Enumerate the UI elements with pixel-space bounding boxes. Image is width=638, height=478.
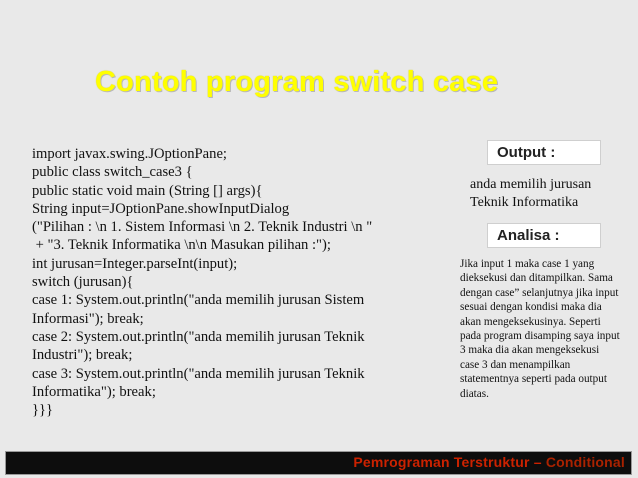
code-line: + "3. Teknik Informatika \n\n Masukan pilihan :"); <box>32 237 331 254</box>
code-line: ("Pilihan : \n 1. Sistem Informasi \n 2. Teknik Industri \n " <box>32 219 373 236</box>
output-text: anda memilih jurusan Teknik Informatika <box>470 177 592 210</box>
code-line: case 2: System.out.println("anda memilih jurusan Teknik <box>32 328 365 345</box>
output-label-box <box>487 140 601 165</box>
analysis-label-box <box>487 223 601 248</box>
code-line: case 3: System.out.println("anda memilih jurusan Teknik <box>32 365 365 382</box>
code-line: import javax.swing.JOptionPane; <box>32 146 227 162</box>
analysis-label: Analisa : <box>497 227 560 244</box>
analysis-text: Jika input 1 maka case 1 yang dieksekusi dan ditampilkan. Sama dengan case” selanjutnya jika input sesuai dengan kondisi maka dia akan mengeksekusinya. Seperti pada program disamping saya input 3 maka dia akan mengeksekusi case 3 dan menampilkan statementnya seperti pada output diatas. <box>460 258 620 400</box>
footer-text <box>353 454 625 470</box>
footer-separator: – <box>529 454 546 470</box>
code-line: public static void main (String [] args){ <box>32 182 263 199</box>
code-line: case 1: System.out.println("anda memilih jurusan Sistem <box>32 292 365 309</box>
code-line: switch (jurusan){ <box>32 274 134 291</box>
footer-bar <box>5 451 632 475</box>
footer-course: Pemrograman Terstruktur <box>353 454 530 470</box>
code-line: Informatika"); break; <box>32 383 156 400</box>
code-line: int jurusan=Integer.parseInt(input); <box>32 255 238 272</box>
code-line: String input=JOptionPane.showInputDialog <box>32 200 290 217</box>
code-line: public class switch_case3 { <box>32 164 193 181</box>
output-label: Output : <box>497 144 556 161</box>
code-line: }}} <box>32 402 54 419</box>
footer-topic: Conditional <box>545 454 625 470</box>
code-block <box>32 145 442 419</box>
code-line: Informasi"); break; <box>32 310 144 327</box>
code-line: Industri"); break; <box>32 347 133 364</box>
slide-title: Contoh program switch case <box>95 66 499 98</box>
